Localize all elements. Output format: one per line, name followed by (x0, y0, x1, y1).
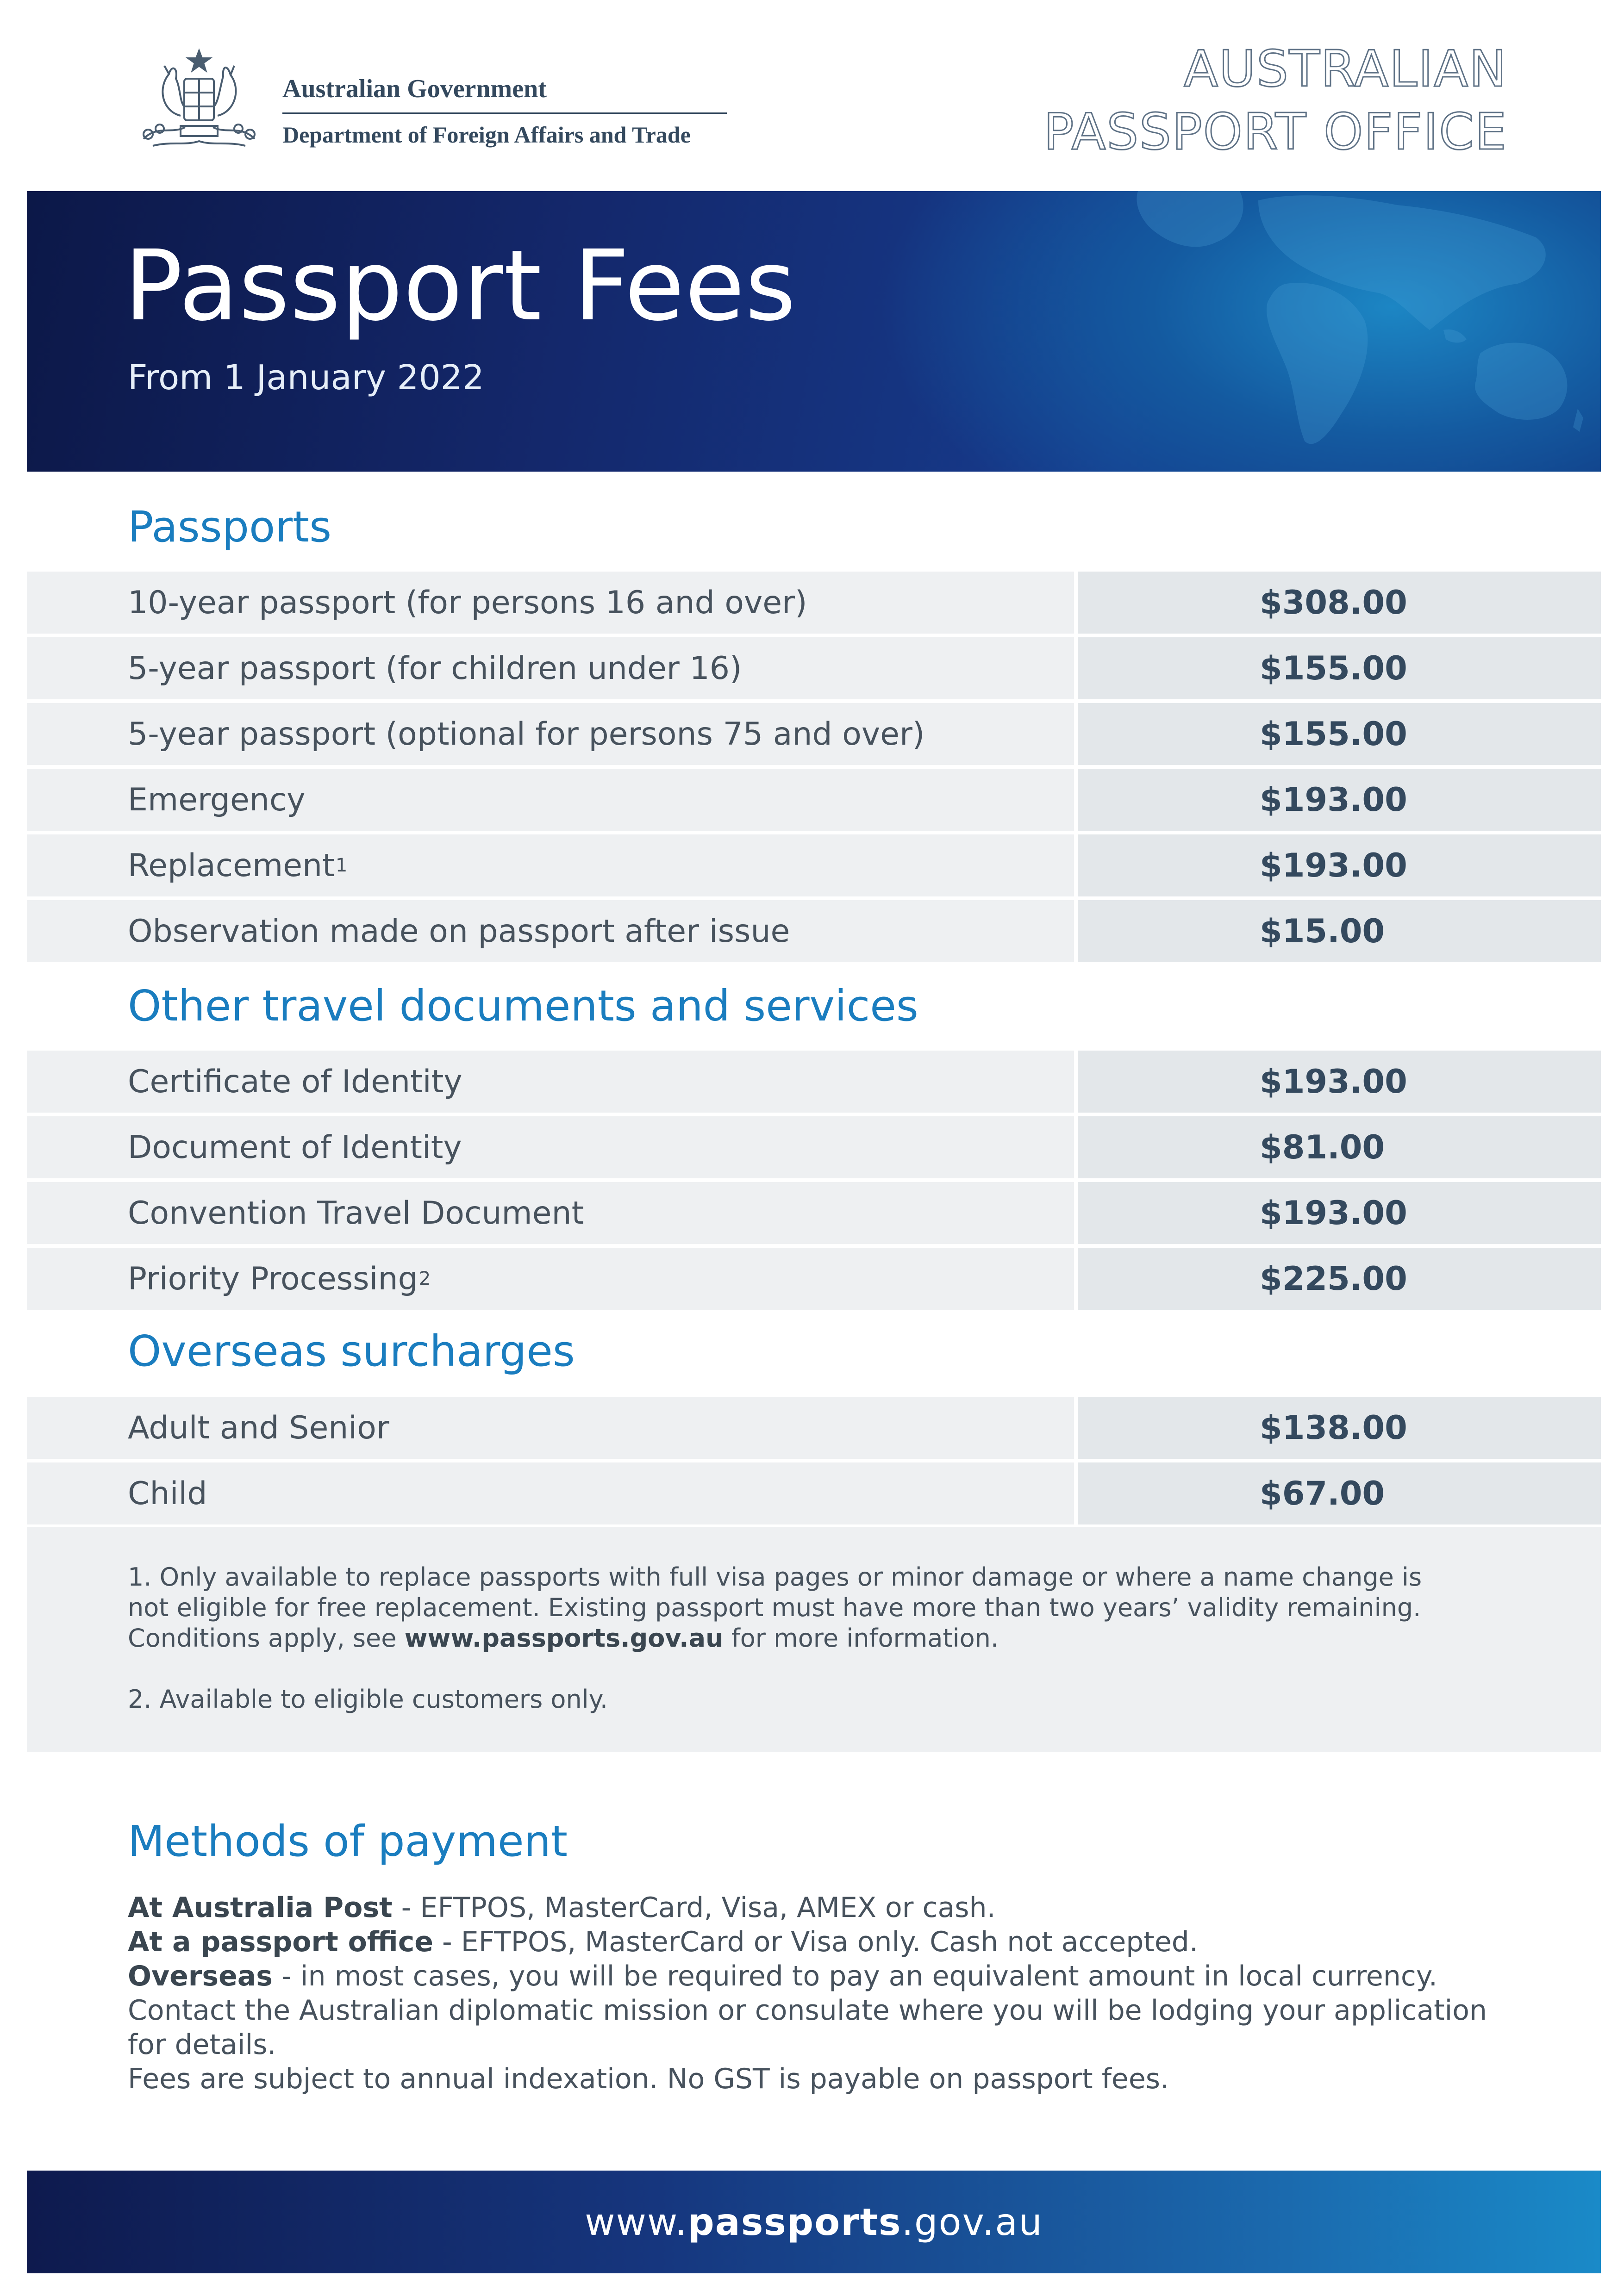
payment-text: - EFTPOS, MasterCard or Visa only. Cash not accepted. (433, 1926, 1198, 1958)
fee-price: $193.00 (1078, 1182, 1601, 1244)
table-row (27, 834, 1601, 896)
payment-australia-post (128, 1891, 1517, 1925)
fee-label-text: Priority Processing (128, 1260, 418, 1297)
fee-label (27, 1397, 1074, 1459)
fee-label (27, 1051, 1074, 1113)
fee-table-overseas-surcharges (27, 1397, 1601, 1528)
fee-price: $193.00 (1078, 769, 1601, 831)
url-prefix: www. (585, 2200, 688, 2244)
section-heading-passports: Passports (128, 502, 332, 552)
section-heading-payment: Methods of payment (128, 1817, 568, 1866)
payment-methods (128, 1891, 1517, 2096)
fee-label-text: 5-year passport (for children under 16) (128, 650, 742, 687)
fee-label-text: 5-year passport (optional for persons 75 and over) (128, 716, 925, 753)
fee-label-text: 10-year passport (for persons 16 and over) (128, 584, 807, 621)
payment-label: Overseas (128, 1960, 273, 1992)
passports-website-link[interactable]: www.passports.gov.au (404, 1624, 724, 1653)
fee-label-text: Observation made on passport after issue (128, 913, 790, 950)
table-row (27, 1248, 1601, 1310)
department-name: Department of Foreign Affairs and Trade (282, 122, 691, 148)
fee-label: Priority Processing 2 (27, 1248, 1074, 1310)
payment-label: At Australia Post (128, 1892, 393, 1924)
payment-fees-note: Fees are subject to annual indexation. No GST is payable on passport fees. (128, 2063, 1169, 2095)
fee-label (27, 1116, 1074, 1178)
footnote-1-text: 1. Only available to replace passports with full visa pages or minor damage or where a name change is not eligible for free replacement. Existing passport must have more than two years’ validity remaining. Conditions apply, see (128, 1562, 1422, 1653)
section-heading-other-documents: Other travel documents and services (128, 981, 918, 1031)
header-divider (282, 112, 727, 114)
fee-price: $67.00 (1078, 1462, 1601, 1524)
fee-label (27, 572, 1074, 634)
section-heading-overseas-surcharges: Overseas surcharges (128, 1326, 575, 1376)
fee-label (27, 703, 1074, 765)
fee-label-text: Document of Identity (128, 1129, 462, 1166)
footnote-1 (128, 1562, 1447, 1654)
table-row (27, 637, 1601, 699)
payment-overseas (128, 1959, 1517, 1993)
footnote-2: 2. Available to eligible customers only. (128, 1685, 608, 1714)
table-row (27, 769, 1601, 831)
fee-label-text: Replacement (128, 847, 335, 884)
url-domain: passports (687, 2200, 902, 2244)
fee-price: $155.00 (1078, 703, 1601, 765)
table-row (27, 1116, 1601, 1178)
table-row (27, 900, 1601, 962)
payment-text: - in most cases, you will be required to pay an equivalent amount in local currency. (273, 1960, 1437, 1992)
apo-logo-line1: AUSTRALIAN (1184, 40, 1507, 98)
page-title: Passport Fees (124, 229, 797, 342)
coat-of-arms-icon (125, 46, 273, 157)
fee-label (27, 1182, 1074, 1244)
footer-banner (27, 2171, 1601, 2273)
table-row (27, 572, 1601, 634)
fee-label (27, 637, 1074, 699)
fee-price: $138.00 (1078, 1397, 1601, 1459)
fee-table-other-documents (27, 1051, 1601, 1313)
fee-label-text: Child (128, 1475, 207, 1512)
fee-label-text: Convention Travel Document (128, 1195, 584, 1232)
fee-label: Replacement 1 (27, 834, 1074, 896)
fee-label (27, 1462, 1074, 1524)
payment-passport-office (128, 1925, 1517, 1959)
footnote-1-text-end: for more information. (723, 1624, 999, 1653)
page-subtitle: From 1 January 2022 (128, 358, 484, 398)
fee-table-passports (27, 572, 1601, 966)
government-name: Australian Government (282, 75, 547, 103)
fee-label (27, 769, 1074, 831)
fee-price: $193.00 (1078, 1051, 1601, 1113)
fee-price: $225.00 (1078, 1248, 1601, 1310)
payment-label: At a passport office (128, 1926, 433, 1958)
footer-website-link[interactable] (585, 2201, 1043, 2244)
fee-price: $308.00 (1078, 572, 1601, 634)
table-row (27, 703, 1601, 765)
fee-price: $193.00 (1078, 834, 1601, 896)
table-row (27, 1462, 1601, 1524)
table-row (27, 1397, 1601, 1459)
title-banner (27, 191, 1601, 472)
apo-logo-line2: PASSPORT OFFICE (1043, 103, 1507, 161)
payment-text: - EFTPOS, MasterCard, Visa, AMEX or cash. (392, 1892, 996, 1924)
fee-label-text: Emergency (128, 781, 306, 818)
payment-contact-note: Contact the Australian diplomatic mission or consulate where you will be lodging your application for details. (128, 1994, 1487, 2061)
fee-label-text: Certificate of Identity (128, 1063, 462, 1100)
fee-price: $81.00 (1078, 1116, 1601, 1178)
fee-price: $15.00 (1078, 900, 1601, 962)
fee-label-text: Adult and Senior (128, 1409, 389, 1446)
table-row (27, 1182, 1601, 1244)
footnotes-box (27, 1527, 1601, 1752)
fee-price: $155.00 (1078, 637, 1601, 699)
world-map-icon (999, 191, 1601, 472)
table-row (27, 1051, 1601, 1113)
url-suffix: .gov.au (901, 2200, 1043, 2244)
fee-label (27, 900, 1074, 962)
